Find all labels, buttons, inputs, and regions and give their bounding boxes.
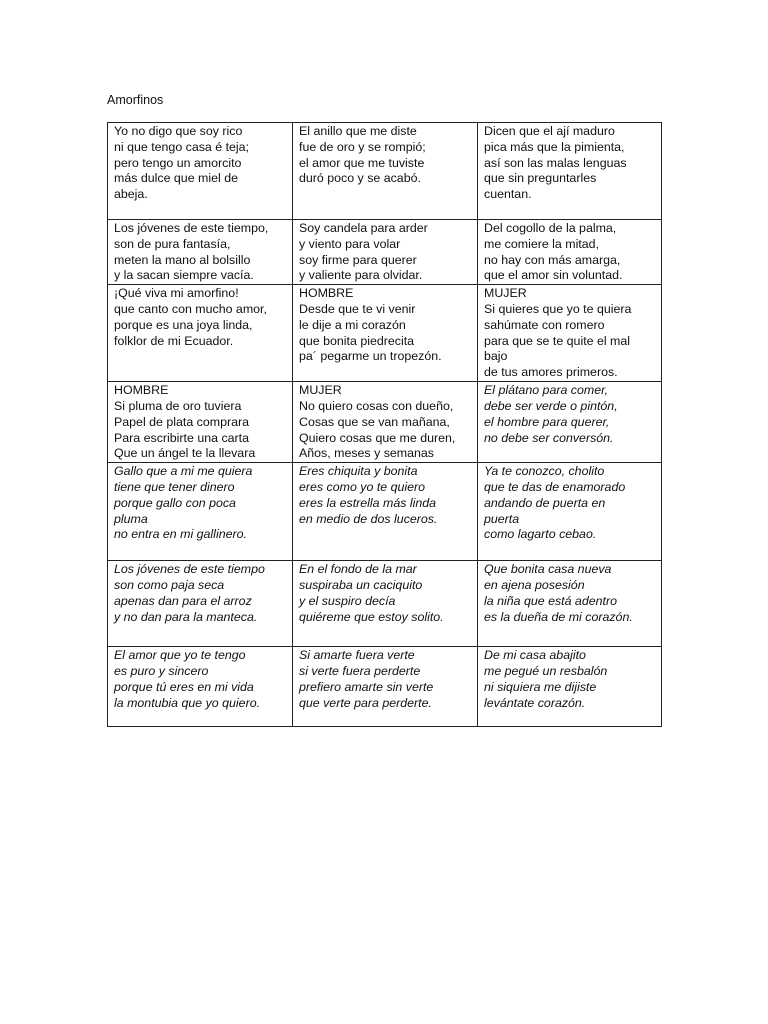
poem-line: MUJER [299, 383, 342, 398]
poem-cell [478, 123, 662, 220]
poem-line: prefiero amarte sin verte [299, 679, 434, 694]
poem-line: en ajena posesión [484, 577, 585, 592]
poem-cell [478, 285, 662, 382]
poem-line: MUJER [484, 286, 527, 301]
poem-line: meten la mano al bolsillo [114, 252, 251, 267]
poem-line: que te das de enamorado [484, 479, 626, 494]
poem-cell [108, 123, 293, 220]
poem-line: para que se te quite el mal [484, 333, 631, 348]
poem-line: Si amarte fuera verte [299, 648, 415, 663]
poem-line: no hay con más amarga, [484, 252, 621, 267]
poem-line: Papel de plata comprara [114, 414, 250, 429]
poem-line: bajo [484, 349, 508, 364]
poem-line: El anillo que me diste [299, 124, 417, 138]
poem-line: No quiero cosas con dueño, [299, 398, 454, 413]
table-row [108, 285, 662, 382]
poem-line: apenas dan para el arroz [114, 593, 252, 608]
poem-line: El amor que yo te tengo [114, 648, 246, 663]
poem-line: pero tengo un amorcito [114, 155, 242, 170]
poem-cell [108, 647, 293, 727]
poem-line: Cosas que se van mañana, [299, 414, 450, 429]
poem-line: y viento para volar [299, 236, 401, 251]
poem-line: Dicen que el ají maduro [484, 124, 615, 138]
poem-line: que sin preguntarles [484, 171, 597, 186]
poem-line: Gallo que a mi me quiera [114, 464, 253, 479]
poem-line: en medio de dos luceros. [299, 511, 438, 526]
poem-cell [478, 463, 662, 561]
poem-cell [478, 220, 662, 285]
poem-cell [293, 647, 478, 727]
table-row [108, 647, 662, 727]
poem-line: y el suspiro decía [299, 593, 396, 608]
poem-line: el amor que me tuviste [299, 155, 425, 170]
poem-cell [293, 382, 478, 463]
poem-line: pluma [114, 511, 148, 526]
poem-line: soy firme para querer [299, 252, 417, 267]
poem-line: levántate corazón. [484, 695, 586, 710]
poem-line: le dije a mi corazón [299, 317, 406, 332]
poem-cell [293, 561, 478, 647]
poem-line: Yo no digo que soy rico [114, 124, 243, 138]
poem-line: que canto con mucho amor, [114, 301, 267, 316]
poem-line: me comiere la mitad, [484, 236, 599, 251]
poem-line: Ya te conozco, cholito [484, 464, 605, 479]
poem-line: suspiraba un caciquito [299, 577, 423, 592]
poem-line: De mi casa abajito [484, 648, 586, 663]
poem-line: más dulce que miel de [114, 171, 238, 186]
poem-cell [108, 382, 293, 463]
poem-cell [293, 123, 478, 220]
table-row [108, 382, 662, 463]
poem-cell [478, 561, 662, 647]
poem-line: ni siquiera me dijiste [484, 679, 597, 694]
poem-line: y valiente para olvidar. [299, 268, 423, 283]
poem-line: no debe ser conversón. [484, 430, 614, 445]
poem-line: Eres chiquita y bonita [299, 464, 418, 479]
poem-line: En el fondo de la mar [299, 562, 417, 577]
poem-cell [293, 285, 478, 382]
poem-line: porque tú eres en mi vida [114, 679, 254, 694]
poem-line: andando de puerta en [484, 495, 606, 510]
amorfinos-table [107, 122, 662, 727]
poem-cell [108, 561, 293, 647]
poem-cell [293, 220, 478, 285]
poem-line: ¡Qué viva mi amorfino! [114, 286, 239, 301]
poem-line: así son las malas lenguas [484, 155, 627, 170]
poem-line: duró poco y se acabó. [299, 171, 421, 186]
poem-line: son como paja seca [114, 577, 225, 592]
poem-line: es la dueña de mi corazón. [484, 609, 633, 624]
poem-cell [108, 220, 293, 285]
poem-cell [293, 463, 478, 561]
poem-cell [108, 285, 293, 382]
poem-line: folklor de mi Ecuador. [114, 333, 234, 348]
poem-line: Quiero cosas que me duren, [299, 430, 456, 445]
poem-line: la montubia que yo quiero. [114, 695, 261, 710]
poem-line: Los jóvenes de este tiempo [114, 562, 265, 577]
poem-line: debe ser verde o pintón, [484, 398, 618, 413]
poem-line: porque es una joya linda, [114, 317, 253, 332]
table-row [108, 463, 662, 561]
table-row [108, 220, 662, 285]
poem-cell [478, 382, 662, 463]
poem-line: como lagarto cebao. [484, 527, 597, 542]
poem-line: que verte para perderte. [299, 695, 432, 710]
poem-cell [478, 647, 662, 727]
poem-line: Soy candela para arder [299, 221, 428, 235]
poem-line: Desde que te vi venir [299, 301, 416, 316]
poem-line: Que bonita casa nueva [484, 562, 612, 577]
poem-line: si verte fuera perderte [299, 663, 421, 678]
document-title: Amorfinos [107, 93, 164, 107]
poem-line: me pegué un resbalón [484, 663, 608, 678]
poem-line: que el amor sin voluntad. [484, 268, 623, 283]
poem-line: porque gallo con poca [114, 495, 236, 510]
poem-line: HOMBRE [299, 286, 354, 301]
poem-line: quiéreme que estoy solito. [299, 609, 444, 624]
poem-line: Para escribirte una carta [114, 430, 249, 445]
poem-line: eres la estrella más linda [299, 495, 437, 510]
poem-line: Años, meses y semanas [299, 446, 434, 461]
poem-line: el hombre para querer, [484, 414, 610, 429]
poem-line: eres como yo te quiero [299, 479, 426, 494]
table-row [108, 123, 662, 220]
poem-line: El plátano para comer, [484, 383, 608, 398]
amorfinos-table-body [108, 123, 662, 727]
poem-line: Del cogollo de la palma, [484, 221, 617, 235]
poem-line: Los jóvenes de este tiempo, [114, 221, 269, 235]
poem-cell [108, 463, 293, 561]
poem-line: abeja. [114, 187, 148, 202]
poem-line: de tus amores primeros. [484, 365, 618, 380]
table-row [108, 561, 662, 647]
poem-line: ni que tengo casa é teja; [114, 139, 250, 154]
poem-line: tiene que tener dinero [114, 479, 235, 494]
poem-line: Si quieres que yo te quiera [484, 301, 632, 316]
poem-line: Que un ángel te la llevara [114, 446, 256, 461]
poem-line: no entra en mi gallinero. [114, 527, 247, 542]
poem-line: sahúmate con romero [484, 317, 605, 332]
poem-line: y la sacan siempre vacía. [114, 268, 254, 283]
poem-line: y no dan para la manteca. [114, 609, 258, 624]
poem-line: pica más que la pimienta, [484, 139, 625, 154]
poem-line: HOMBRE [114, 383, 169, 398]
poem-line: la niña que está adentro [484, 593, 617, 608]
poem-line: cuentan. [484, 187, 532, 202]
poem-line: fue de oro y se rompió; [299, 139, 426, 154]
poem-line: son de pura fantasía, [114, 236, 231, 251]
poem-line: que bonita piedrecita [299, 333, 415, 348]
poem-line: puerta [484, 511, 520, 526]
poem-line: es puro y sincero [114, 663, 209, 678]
poem-line: Si pluma de oro tuviera [114, 398, 242, 413]
poem-line: pa´ pegarme un tropezón. [299, 349, 442, 364]
